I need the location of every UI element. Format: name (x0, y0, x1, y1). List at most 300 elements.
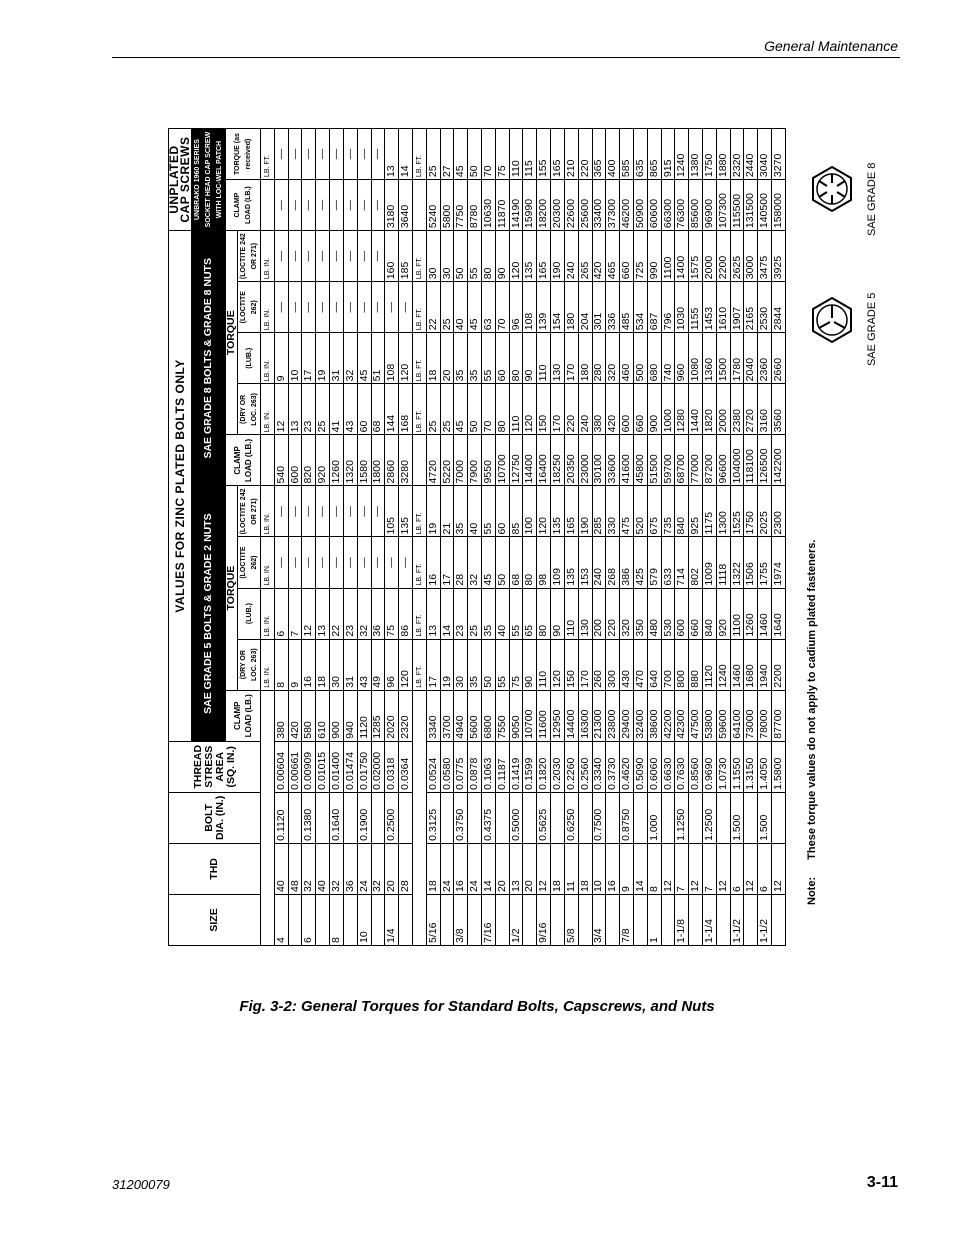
sae-grade8-bolt-icon (808, 165, 856, 213)
table-cell: 820 (302, 435, 316, 486)
table-cell: 1453 (703, 282, 717, 333)
table-cell: 25 (468, 588, 482, 639)
table-cell: — (274, 486, 288, 537)
table-cell: 50 (468, 129, 482, 180)
table-cell: — (357, 180, 371, 231)
table-cell: 7 (703, 843, 717, 894)
table-cell (606, 792, 620, 843)
table-cell: 2165 (744, 282, 758, 333)
table-cell: 200 (592, 588, 606, 639)
table-cell: 1580 (357, 435, 371, 486)
table-cell: 280 (592, 333, 606, 384)
table-cell: 12950 (551, 690, 565, 741)
table-cell: 1240 (716, 639, 730, 690)
table-cell: 109 (551, 537, 565, 588)
table-cell: 50900 (633, 180, 647, 231)
table-cell: 0.4620 (620, 741, 634, 792)
table-cell: 204 (578, 282, 592, 333)
table-cell: — (302, 537, 316, 588)
table-cell: 6 (730, 843, 744, 894)
table-cell: 1750 (744, 486, 758, 537)
table-cell: 1-1/4 (703, 894, 717, 945)
table-cell: 120 (509, 231, 523, 282)
table-cell: — (399, 282, 413, 333)
table-cell: 1/2 (509, 894, 523, 945)
table-cell: 104000 (730, 435, 744, 486)
table-cell: 7750 (454, 180, 468, 231)
table-cell: 2440 (744, 129, 758, 180)
table-cell: — (302, 282, 316, 333)
table-cell: 7 (675, 843, 689, 894)
table-cell: 36 (343, 843, 357, 894)
table-cell: 40 (454, 282, 468, 333)
table-cell: 130 (551, 333, 565, 384)
table-cell: 68 (509, 537, 523, 588)
table-cell: 32400 (633, 690, 647, 741)
table-cell: 73000 (744, 690, 758, 741)
table-cell: 9 (288, 639, 302, 690)
table-cell: 0.2260 (564, 741, 578, 792)
table-row (426, 129, 440, 946)
table-cell (343, 792, 357, 843)
table-cell: 300 (606, 639, 620, 690)
table-cell: 170 (564, 333, 578, 384)
table-cell: 2320 (730, 129, 744, 180)
table-cell: 640 (647, 639, 661, 690)
table-cell (288, 792, 302, 843)
table-cell: 0.0318 (385, 741, 399, 792)
table-cell: 600 (288, 435, 302, 486)
figure-caption: Fig. 3-2: General Torques for Standard Bolts, Capscrews, and Nuts (239, 998, 715, 1015)
table-cell: 105 (385, 486, 399, 537)
table-cell: 40 (495, 588, 509, 639)
table-cell (689, 894, 703, 945)
table-cell: — (343, 129, 357, 180)
table-cell: 40 (468, 486, 482, 537)
table-cell: — (274, 129, 288, 180)
table-cell: 1525 (730, 486, 744, 537)
table-cell: 12 (661, 843, 675, 894)
table-cell: 0.1599 (523, 741, 537, 792)
table-cell: 42200 (661, 690, 675, 741)
table-cell: 27 (440, 129, 454, 180)
table-cell: 540 (274, 435, 288, 486)
table-row (537, 129, 551, 946)
table-cell: 0.3340 (592, 741, 606, 792)
table-cell: — (357, 129, 371, 180)
table-cell: 18 (551, 843, 565, 894)
table-cell: 12 (274, 384, 288, 435)
table-cell: — (316, 129, 330, 180)
table-cell: 14 (440, 588, 454, 639)
table-cell: 12 (537, 843, 551, 894)
table-cell: 80 (523, 537, 537, 588)
table-cell: 140500 (758, 180, 772, 231)
table-cell: 120 (523, 384, 537, 435)
table-cell: 86 (399, 588, 413, 639)
table-cell: — (371, 129, 385, 180)
table-cell (689, 792, 703, 843)
table-cell: 21300 (592, 690, 606, 741)
table-cell: 15990 (523, 180, 537, 231)
table-cell: 3000 (744, 231, 758, 282)
table-cell: 1907 (730, 282, 744, 333)
table-row (578, 129, 592, 946)
table-cell: 714 (675, 537, 689, 588)
table-row (661, 129, 675, 946)
table-cell: 10 (288, 333, 302, 384)
table-cell: 2625 (730, 231, 744, 282)
table-cell: 32 (343, 333, 357, 384)
grade8-label: SAE GRADE 8 (866, 162, 878, 236)
table-cell: 2530 (758, 282, 772, 333)
table-cell: 28 (399, 843, 413, 894)
table-cell: — (274, 231, 288, 282)
table-cell: 3925 (772, 231, 786, 282)
table-cell: 1260 (744, 588, 758, 639)
table-cell: — (288, 486, 302, 537)
table-cell: 185 (399, 231, 413, 282)
table-cell: 10630 (482, 180, 496, 231)
table-cell: 8780 (468, 180, 482, 231)
table-cell: — (316, 537, 330, 588)
table-cell (371, 792, 385, 843)
table-cell: 43 (357, 639, 371, 690)
table-cell: 23000 (578, 435, 592, 486)
table-cell: 18 (426, 333, 440, 384)
table-cell: — (316, 231, 330, 282)
table-cell: 240 (578, 384, 592, 435)
table-cell: 9 (274, 333, 288, 384)
table-cell: — (399, 537, 413, 588)
table-row (592, 129, 606, 946)
table-cell (606, 894, 620, 945)
table-cell: 120 (399, 333, 413, 384)
table-cell: — (330, 231, 344, 282)
table-cell: 98 (537, 537, 551, 588)
header-title: General Maintenance (764, 38, 898, 54)
table-cell: — (343, 231, 357, 282)
table-cell: 8 (330, 894, 344, 945)
table-cell: 16 (426, 537, 440, 588)
table-cell: 4720 (426, 435, 440, 486)
table-cell: 42300 (675, 690, 689, 741)
table-cell (523, 894, 537, 945)
table-cell: 4 (274, 894, 288, 945)
table-cell: 350 (633, 588, 647, 639)
table-cell: 1780 (730, 333, 744, 384)
group-unbrako: UNBRAKO 1960 SERIES SOCKET HEAD CAP SCREW WITH LOC-WEL PATCH (192, 129, 226, 231)
table-cell: 9550 (482, 435, 496, 486)
table-cell: 31 (330, 333, 344, 384)
table-cell: 635 (633, 129, 647, 180)
table-row (440, 129, 454, 946)
table-cell: 13 (316, 588, 330, 639)
table-cell: 12 (716, 843, 730, 894)
table-cell: 59700 (661, 435, 675, 486)
table-cell: 880 (689, 639, 703, 690)
table-cell: 41600 (620, 435, 634, 486)
table-cell: 63 (482, 282, 496, 333)
table-cell: — (316, 180, 330, 231)
table-cell: 1800 (371, 435, 385, 486)
table-cell: 480 (647, 588, 661, 639)
table-cell: 49 (371, 639, 385, 690)
table-cell: 18 (426, 843, 440, 894)
table-cell: 50 (454, 231, 468, 282)
g5-242: (LOCTITE 242 OR 271) (238, 486, 261, 537)
table-cell: 33600 (606, 435, 620, 486)
table-cell: — (302, 486, 316, 537)
table-cell: — (288, 180, 302, 231)
table-cell: 14 (482, 843, 496, 894)
table-cell: 2844 (772, 282, 786, 333)
table-cell: 80 (495, 384, 509, 435)
table-cell: 1460 (730, 639, 744, 690)
table-cell: — (274, 282, 288, 333)
table-cell: 11 (564, 843, 578, 894)
table-cell: 220 (606, 588, 620, 639)
table-cell: 13 (288, 384, 302, 435)
table-cell: 70 (482, 129, 496, 180)
table-cell: 30100 (592, 435, 606, 486)
table-cell: 633 (661, 537, 675, 588)
table-row (772, 129, 786, 946)
table-cell: 1.000 (647, 792, 661, 843)
table-cell: 0.01474 (343, 741, 357, 792)
g8-262: (LOCTITE 262) (238, 282, 261, 333)
table-cell: 32 (330, 843, 344, 894)
table-row (606, 129, 620, 946)
table-cell: 0.0878 (468, 741, 482, 792)
table-cell: 9050 (509, 690, 523, 741)
table-cell: 165 (564, 486, 578, 537)
table-cell: 6800 (482, 690, 496, 741)
table-cell: 51500 (647, 435, 661, 486)
table-cell: 5240 (426, 180, 440, 231)
table-cell: 265 (578, 231, 592, 282)
table-cell: 7/16 (482, 894, 496, 945)
table-cell: 500 (633, 333, 647, 384)
table-cell: 135 (523, 231, 537, 282)
table-cell: 155 (537, 129, 551, 180)
table-cell: 13 (426, 588, 440, 639)
table-cell: 220 (564, 384, 578, 435)
table-cell: 17 (440, 537, 454, 588)
table-cell: 5/16 (426, 894, 440, 945)
unplated-torque: TORQUE (as received) (226, 129, 261, 180)
note-text: These torque values do not apply to cadium plated fasteners. (806, 539, 818, 860)
table-cell: 925 (689, 486, 703, 537)
table-cell: 0.1900 (357, 792, 371, 843)
table-cell: 330 (606, 486, 620, 537)
table-cell: 110 (537, 333, 551, 384)
table-cell: — (274, 180, 288, 231)
table-cell: 580 (302, 690, 316, 741)
table-cell: 50 (482, 639, 496, 690)
table-cell: 1120 (357, 690, 371, 741)
table-cell: 32 (357, 588, 371, 639)
table-cell: 301 (592, 282, 606, 333)
table-cell: 45 (454, 129, 468, 180)
table-cell: 20300 (551, 180, 565, 231)
table-cell: 87700 (772, 690, 786, 741)
table-cell: 1.0730 (716, 741, 730, 792)
table-cell: 420 (288, 690, 302, 741)
table-row (495, 129, 509, 946)
table-cell: 70 (495, 282, 509, 333)
group-grade5: SAE GRADE 5 BOLTS & GRADE 2 NUTS (192, 486, 226, 741)
table-cell: 60 (357, 384, 371, 435)
table-row (274, 129, 288, 946)
table-cell: 35 (468, 333, 482, 384)
table-row (620, 129, 634, 946)
table-cell: 600 (675, 588, 689, 639)
col-bolt-dia: BOLT DIA. (IN.) (169, 792, 261, 843)
table-cell (399, 894, 413, 945)
table-cell: 2000 (703, 231, 717, 282)
table-cell: 135 (564, 537, 578, 588)
table-cell: 64100 (730, 690, 744, 741)
table-cell: 0.1380 (302, 792, 316, 843)
header-rule (112, 57, 900, 58)
table-cell: — (343, 282, 357, 333)
table-cell: — (371, 486, 385, 537)
table-cell: — (302, 231, 316, 282)
table-cell: 0.1063 (482, 741, 496, 792)
table-cell: 120 (537, 486, 551, 537)
table-cell: 30 (454, 639, 468, 690)
table-cell: 1820 (703, 384, 717, 435)
table-cell: 41 (330, 384, 344, 435)
table-cell: — (330, 129, 344, 180)
table-row (758, 129, 772, 946)
table-cell: 33400 (592, 180, 606, 231)
table-cell: 77000 (689, 435, 703, 486)
table-cell: 960 (675, 333, 689, 384)
table-row (675, 129, 689, 946)
table-cell: — (330, 180, 344, 231)
table-cell: 2025 (758, 486, 772, 537)
table-cell: 25600 (578, 180, 592, 231)
table-cell: 0.01015 (316, 741, 330, 792)
table-cell: 0.5000 (509, 792, 523, 843)
table-cell: 430 (620, 639, 634, 690)
table-cell: 16 (454, 843, 468, 894)
table-cell: 1118 (716, 537, 730, 588)
table-cell: 60 (495, 486, 509, 537)
table-cell: 40 (274, 843, 288, 894)
table-cell: 75 (385, 588, 399, 639)
table-cell: 1575 (689, 231, 703, 282)
table-cell: 65 (523, 588, 537, 639)
table-cell: 7550 (495, 690, 509, 741)
table-row (730, 129, 744, 946)
table-cell (343, 894, 357, 945)
table-cell (399, 792, 413, 843)
table-cell: 610 (316, 690, 330, 741)
table-cell: 20 (385, 843, 399, 894)
table-cell: 1175 (703, 486, 717, 537)
table-cell: 1440 (689, 384, 703, 435)
table-cell: 25 (426, 384, 440, 435)
table-cell: 0.3730 (606, 741, 620, 792)
table-cell: 0.01750 (357, 741, 371, 792)
title-zinc-plated: VALUES FOR ZINC PLATED BOLTS ONLY (169, 231, 192, 742)
table-cell: 78000 (758, 690, 772, 741)
table-cell: 110 (509, 129, 523, 180)
table-cell: 990 (647, 231, 661, 282)
table-cell: 0.00909 (302, 741, 316, 792)
table-cell: 8 (647, 843, 661, 894)
table-cell: 400 (606, 129, 620, 180)
table-cell (661, 894, 675, 945)
table-cell: 660 (689, 588, 703, 639)
table-cell: 25 (426, 129, 440, 180)
table-cell: 45 (468, 282, 482, 333)
table-cell: — (385, 537, 399, 588)
table-cell (371, 894, 385, 945)
table-cell: 285 (592, 486, 606, 537)
table-cell: 840 (675, 486, 689, 537)
table-cell: — (357, 486, 371, 537)
table-cell: 36 (371, 588, 385, 639)
table-cell: 470 (633, 639, 647, 690)
table-cell: 3700 (440, 690, 454, 741)
table-cell: 100 (523, 486, 537, 537)
table-cell: 19 (440, 639, 454, 690)
table-cell: 0.1187 (495, 741, 509, 792)
table-row (288, 129, 302, 946)
table-cell: 35 (482, 588, 496, 639)
table-cell: 108 (385, 333, 399, 384)
table-cell: 0.7630 (675, 741, 689, 792)
table-cell: 600 (620, 384, 634, 435)
table-cell: 700 (661, 639, 675, 690)
table-cell: 18 (578, 843, 592, 894)
table-cell: 14400 (564, 690, 578, 741)
table-cell: 1500 (716, 333, 730, 384)
table-cell (523, 792, 537, 843)
table-cell: 96 (385, 639, 399, 690)
table-cell: 80 (482, 231, 496, 282)
table-cell: 1240 (675, 129, 689, 180)
torque-table (168, 128, 786, 946)
table-cell: 0.1419 (509, 741, 523, 792)
table-cell: 165 (537, 231, 551, 282)
table-cell: 268 (606, 537, 620, 588)
table-cell (551, 792, 565, 843)
table-cell: 3180 (385, 180, 399, 231)
table-cell: 96 (509, 282, 523, 333)
table-cell: 1.3150 (744, 741, 758, 792)
table-cell: 16400 (537, 435, 551, 486)
table-cell: 7/8 (620, 894, 634, 945)
table-cell: 1-1/2 (758, 894, 772, 945)
table-cell: 10 (592, 843, 606, 894)
table-row (357, 129, 371, 946)
table-cell: 142200 (772, 435, 786, 486)
table-cell (468, 894, 482, 945)
table-cell: 25 (316, 384, 330, 435)
g8-clamp-load: CLAMP LOAD (LB.) (226, 435, 261, 486)
table-cell: 1120 (703, 639, 717, 690)
table-cell: 320 (606, 333, 620, 384)
table-cell: 48 (288, 843, 302, 894)
table-cell: 45 (454, 384, 468, 435)
table-cell (440, 894, 454, 945)
table-cell: 740 (661, 333, 675, 384)
